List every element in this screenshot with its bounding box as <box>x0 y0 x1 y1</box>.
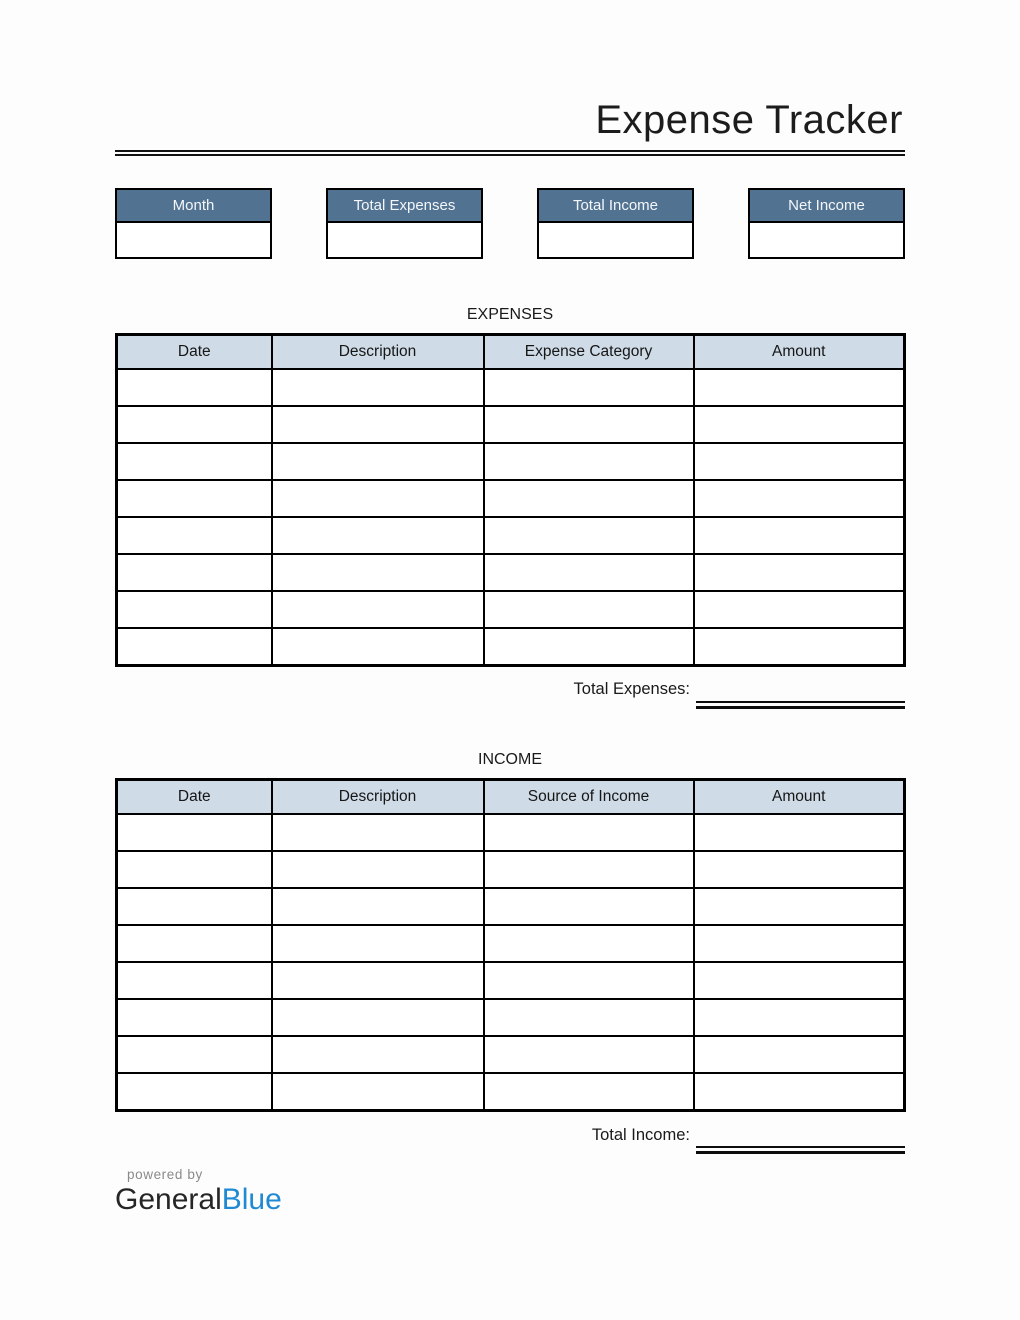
table-row <box>117 591 905 628</box>
table-cell[interactable] <box>484 1036 694 1073</box>
table-cell[interactable] <box>272 962 484 999</box>
table-cell[interactable] <box>484 554 694 591</box>
table-cell[interactable] <box>272 851 484 888</box>
table-row <box>117 517 905 554</box>
summary-box-month <box>115 188 272 259</box>
table-cell[interactable] <box>694 591 905 628</box>
table-cell[interactable] <box>117 1073 272 1111</box>
table-cell[interactable] <box>272 480 484 517</box>
table-row <box>117 554 905 591</box>
total-expenses-header-label: Total Expenses <box>328 190 481 223</box>
table-cell[interactable] <box>694 925 905 962</box>
table-cell[interactable] <box>117 925 272 962</box>
table-row <box>117 888 905 925</box>
table-cell[interactable] <box>484 999 694 1036</box>
summary-box-total-income <box>537 188 694 259</box>
income-col-amount: Amount <box>694 780 905 815</box>
table-row <box>117 962 905 999</box>
table-cell[interactable] <box>484 369 694 406</box>
table-cell[interactable] <box>694 999 905 1036</box>
table-row <box>117 1073 905 1111</box>
brand-general-text: General <box>115 1183 222 1217</box>
income-table <box>115 778 906 1112</box>
table-row <box>117 443 905 480</box>
summary-box-total-expenses <box>326 188 483 259</box>
table-cell[interactable] <box>272 406 484 443</box>
table-cell[interactable] <box>484 851 694 888</box>
table-cell[interactable] <box>694 480 905 517</box>
net-income-header-label: Net Income <box>750 190 903 223</box>
table-cell[interactable] <box>694 814 905 851</box>
table-cell[interactable] <box>117 1036 272 1073</box>
table-cell[interactable] <box>272 1073 484 1111</box>
table-row <box>117 999 905 1036</box>
table-cell[interactable] <box>694 628 905 666</box>
table-cell[interactable] <box>272 554 484 591</box>
table-cell[interactable] <box>484 517 694 554</box>
summary-box-net-income <box>748 188 905 259</box>
table-row <box>117 1036 905 1073</box>
expenses-col-date: Date <box>117 335 272 370</box>
table-cell[interactable] <box>117 554 272 591</box>
table-cell[interactable] <box>694 443 905 480</box>
table-cell[interactable] <box>272 628 484 666</box>
table-cell[interactable] <box>272 591 484 628</box>
total-income-line <box>115 1125 905 1145</box>
table-cell[interactable] <box>484 406 694 443</box>
income-section-heading: INCOME <box>478 751 542 769</box>
expenses-col-amount: Amount <box>694 335 905 370</box>
table-cell[interactable] <box>117 999 272 1036</box>
month-header-label: Month <box>117 190 270 223</box>
table-cell[interactable] <box>272 888 484 925</box>
table-row <box>117 480 905 517</box>
table-cell[interactable] <box>484 480 694 517</box>
brand-blue-text: Blue <box>221 1183 282 1217</box>
table-cell[interactable] <box>117 443 272 480</box>
month-value-field[interactable] <box>117 223 270 257</box>
table-cell[interactable] <box>484 1073 694 1111</box>
total-expenses-value-field[interactable] <box>328 223 481 257</box>
expenses-col-category: Expense Category <box>484 335 694 370</box>
table-row <box>117 406 905 443</box>
table-cell[interactable] <box>117 591 272 628</box>
total-expenses-label: Total Expenses: <box>573 680 690 699</box>
table-cell[interactable] <box>484 888 694 925</box>
total-income-amount-field[interactable] <box>696 1146 905 1154</box>
powered-by-text: powered by <box>127 1167 203 1183</box>
table-cell[interactable] <box>272 1036 484 1073</box>
table-cell[interactable] <box>117 814 272 851</box>
income-col-description: Description <box>272 780 484 815</box>
total-income-header-label: Total Income <box>539 190 692 223</box>
table-cell[interactable] <box>117 851 272 888</box>
table-cell[interactable] <box>272 517 484 554</box>
table-cell[interactable] <box>694 1073 905 1111</box>
expenses-col-description: Description <box>272 335 484 370</box>
table-cell[interactable] <box>117 517 272 554</box>
table-cell[interactable] <box>272 925 484 962</box>
table-cell[interactable] <box>694 369 905 406</box>
summary-row <box>115 188 905 259</box>
footer-brand <box>115 1167 905 1218</box>
total-expenses-amount-field[interactable] <box>696 701 905 709</box>
table-cell[interactable] <box>117 888 272 925</box>
income-col-date: Date <box>117 780 272 815</box>
total-income-value-field[interactable] <box>539 223 692 257</box>
expenses-section-heading: EXPENSES <box>466 306 554 323</box>
generalblue-logo <box>115 1183 905 1218</box>
table-cell[interactable] <box>484 443 694 480</box>
table-cell[interactable] <box>694 406 905 443</box>
table-cell[interactable] <box>117 480 272 517</box>
table-cell[interactable] <box>484 814 694 851</box>
page-title: Expense Tracker <box>595 98 903 142</box>
table-cell[interactable] <box>694 554 905 591</box>
expenses-header-row <box>117 335 905 370</box>
table-cell[interactable] <box>272 369 484 406</box>
document-content <box>115 0 905 1218</box>
table-cell[interactable] <box>484 591 694 628</box>
net-income-value-field[interactable] <box>750 223 903 257</box>
table-row <box>117 369 905 406</box>
table-row <box>117 925 905 962</box>
total-income-label: Total Income: <box>591 1125 690 1144</box>
table-cell[interactable] <box>117 406 272 443</box>
table-cell[interactable] <box>117 628 272 666</box>
table-cell[interactable] <box>272 999 484 1036</box>
table-cell[interactable] <box>484 962 694 999</box>
table-cell[interactable] <box>117 962 272 999</box>
table-row <box>117 851 905 888</box>
table-cell[interactable] <box>694 888 905 925</box>
table-cell[interactable] <box>484 925 694 962</box>
table-cell[interactable] <box>694 517 905 554</box>
expenses-table <box>115 333 906 667</box>
table-cell[interactable] <box>694 851 905 888</box>
table-cell[interactable] <box>272 814 484 851</box>
table-cell[interactable] <box>484 628 694 666</box>
title-double-rule <box>115 150 905 156</box>
total-expenses-line <box>115 680 905 700</box>
table-cell[interactable] <box>117 369 272 406</box>
table-row <box>117 814 905 851</box>
table-cell[interactable] <box>272 443 484 480</box>
table-cell[interactable] <box>694 1036 905 1073</box>
table-cell[interactable] <box>694 962 905 999</box>
income-col-source: Source of Income <box>484 780 694 815</box>
table-row <box>117 628 905 666</box>
income-header-row <box>117 780 905 815</box>
